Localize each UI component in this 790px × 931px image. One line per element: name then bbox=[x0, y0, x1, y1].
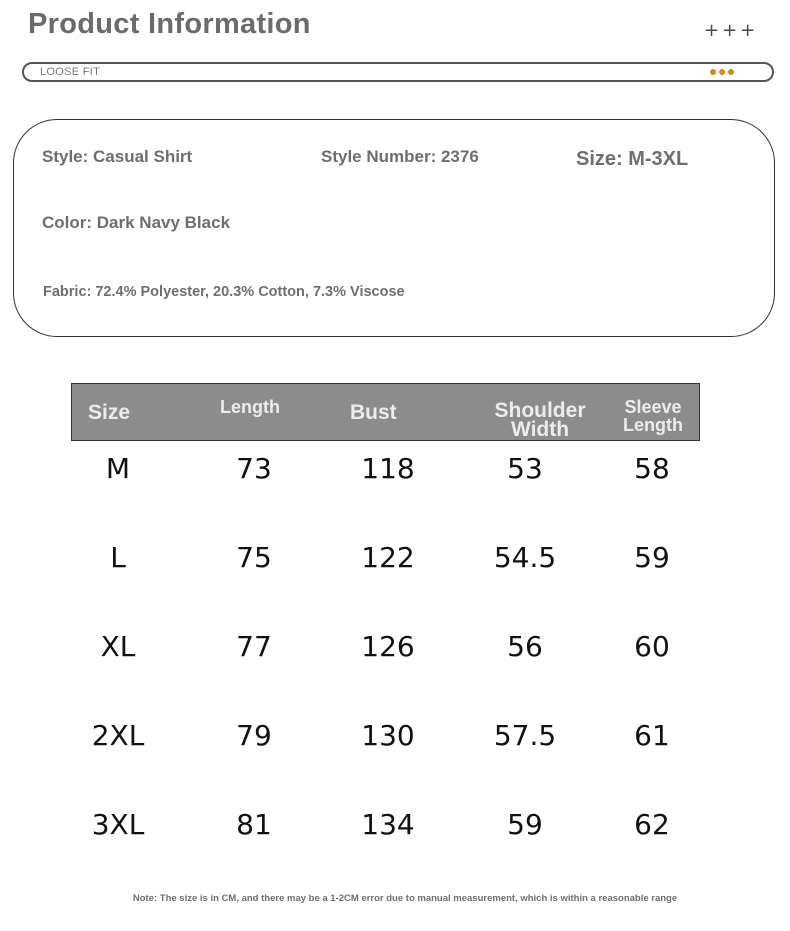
dot-icon bbox=[719, 69, 725, 75]
table-row bbox=[71, 630, 700, 690]
cell-size: 3XL bbox=[91, 808, 145, 841]
header-length: Length bbox=[220, 397, 280, 417]
cell-bust: 122 bbox=[361, 541, 415, 574]
cell-sleeve: 58 bbox=[634, 452, 670, 485]
loose-fit-bar bbox=[22, 62, 774, 82]
dots-icon bbox=[710, 69, 734, 75]
cell-length: 77 bbox=[236, 630, 272, 663]
cell-shoulder: 54.5 bbox=[493, 541, 557, 574]
fabric-info: Fabric: 72.4% Polyester, 20.3% Cotton, 7.3% Viscose bbox=[43, 284, 405, 300]
cell-size: XL bbox=[100, 630, 136, 663]
product-info-box bbox=[13, 119, 775, 337]
page-title: Product Information bbox=[28, 8, 311, 40]
cell-length: 73 bbox=[236, 452, 272, 485]
size-range-info: Size: M-3XL bbox=[576, 148, 689, 170]
header-shoulder-line2: Width bbox=[510, 417, 570, 441]
header-sleeve-line2: Length bbox=[623, 415, 683, 435]
header-shoulder-line1: Shoulder bbox=[494, 399, 586, 422]
cell-length: 75 bbox=[236, 541, 272, 574]
cell-size: L bbox=[110, 541, 126, 574]
cell-length: 79 bbox=[236, 719, 272, 752]
table-row bbox=[71, 452, 700, 512]
cell-bust: 130 bbox=[361, 719, 415, 752]
cell-shoulder: 53 bbox=[507, 452, 543, 485]
cell-bust: 126 bbox=[361, 630, 415, 663]
cell-sleeve: 59 bbox=[634, 541, 670, 574]
cell-shoulder: 56 bbox=[507, 630, 543, 663]
header-bust: Bust bbox=[350, 401, 397, 424]
measurement-note: Note: The size is in CM, and there may be a 1-2CM error due to manual measurement, which is within a reasonable range bbox=[132, 893, 678, 904]
table-row bbox=[71, 541, 700, 601]
dot-icon bbox=[728, 69, 734, 75]
fit-label: LOOSE FIT bbox=[40, 66, 101, 78]
cell-sleeve: 61 bbox=[634, 719, 670, 752]
header-size: Size bbox=[88, 401, 131, 424]
dot-icon bbox=[710, 69, 716, 75]
color-info: Color: Dark Navy Black bbox=[42, 213, 231, 232]
cell-shoulder: 59 bbox=[507, 808, 543, 841]
header-shoulder-width bbox=[482, 399, 598, 441]
cell-sleeve: 62 bbox=[634, 808, 670, 841]
style-number-info: Style Number: 2376 bbox=[321, 147, 479, 166]
cell-size: M bbox=[105, 452, 131, 485]
plus-icon-group: +++ bbox=[704, 20, 759, 41]
cell-sleeve: 60 bbox=[634, 630, 670, 663]
cell-bust: 134 bbox=[361, 808, 415, 841]
cell-size: 2XL bbox=[91, 719, 145, 752]
header-sleeve-line1: Sleeve bbox=[624, 397, 682, 417]
header-sleeve-length bbox=[610, 398, 696, 434]
table-row bbox=[71, 719, 700, 779]
cell-length: 81 bbox=[236, 808, 272, 841]
cell-bust: 118 bbox=[361, 452, 415, 485]
cell-shoulder: 57.5 bbox=[493, 719, 557, 752]
style-info: Style: Casual Shirt bbox=[42, 147, 193, 166]
table-row bbox=[71, 808, 700, 868]
size-table-header bbox=[71, 383, 700, 441]
